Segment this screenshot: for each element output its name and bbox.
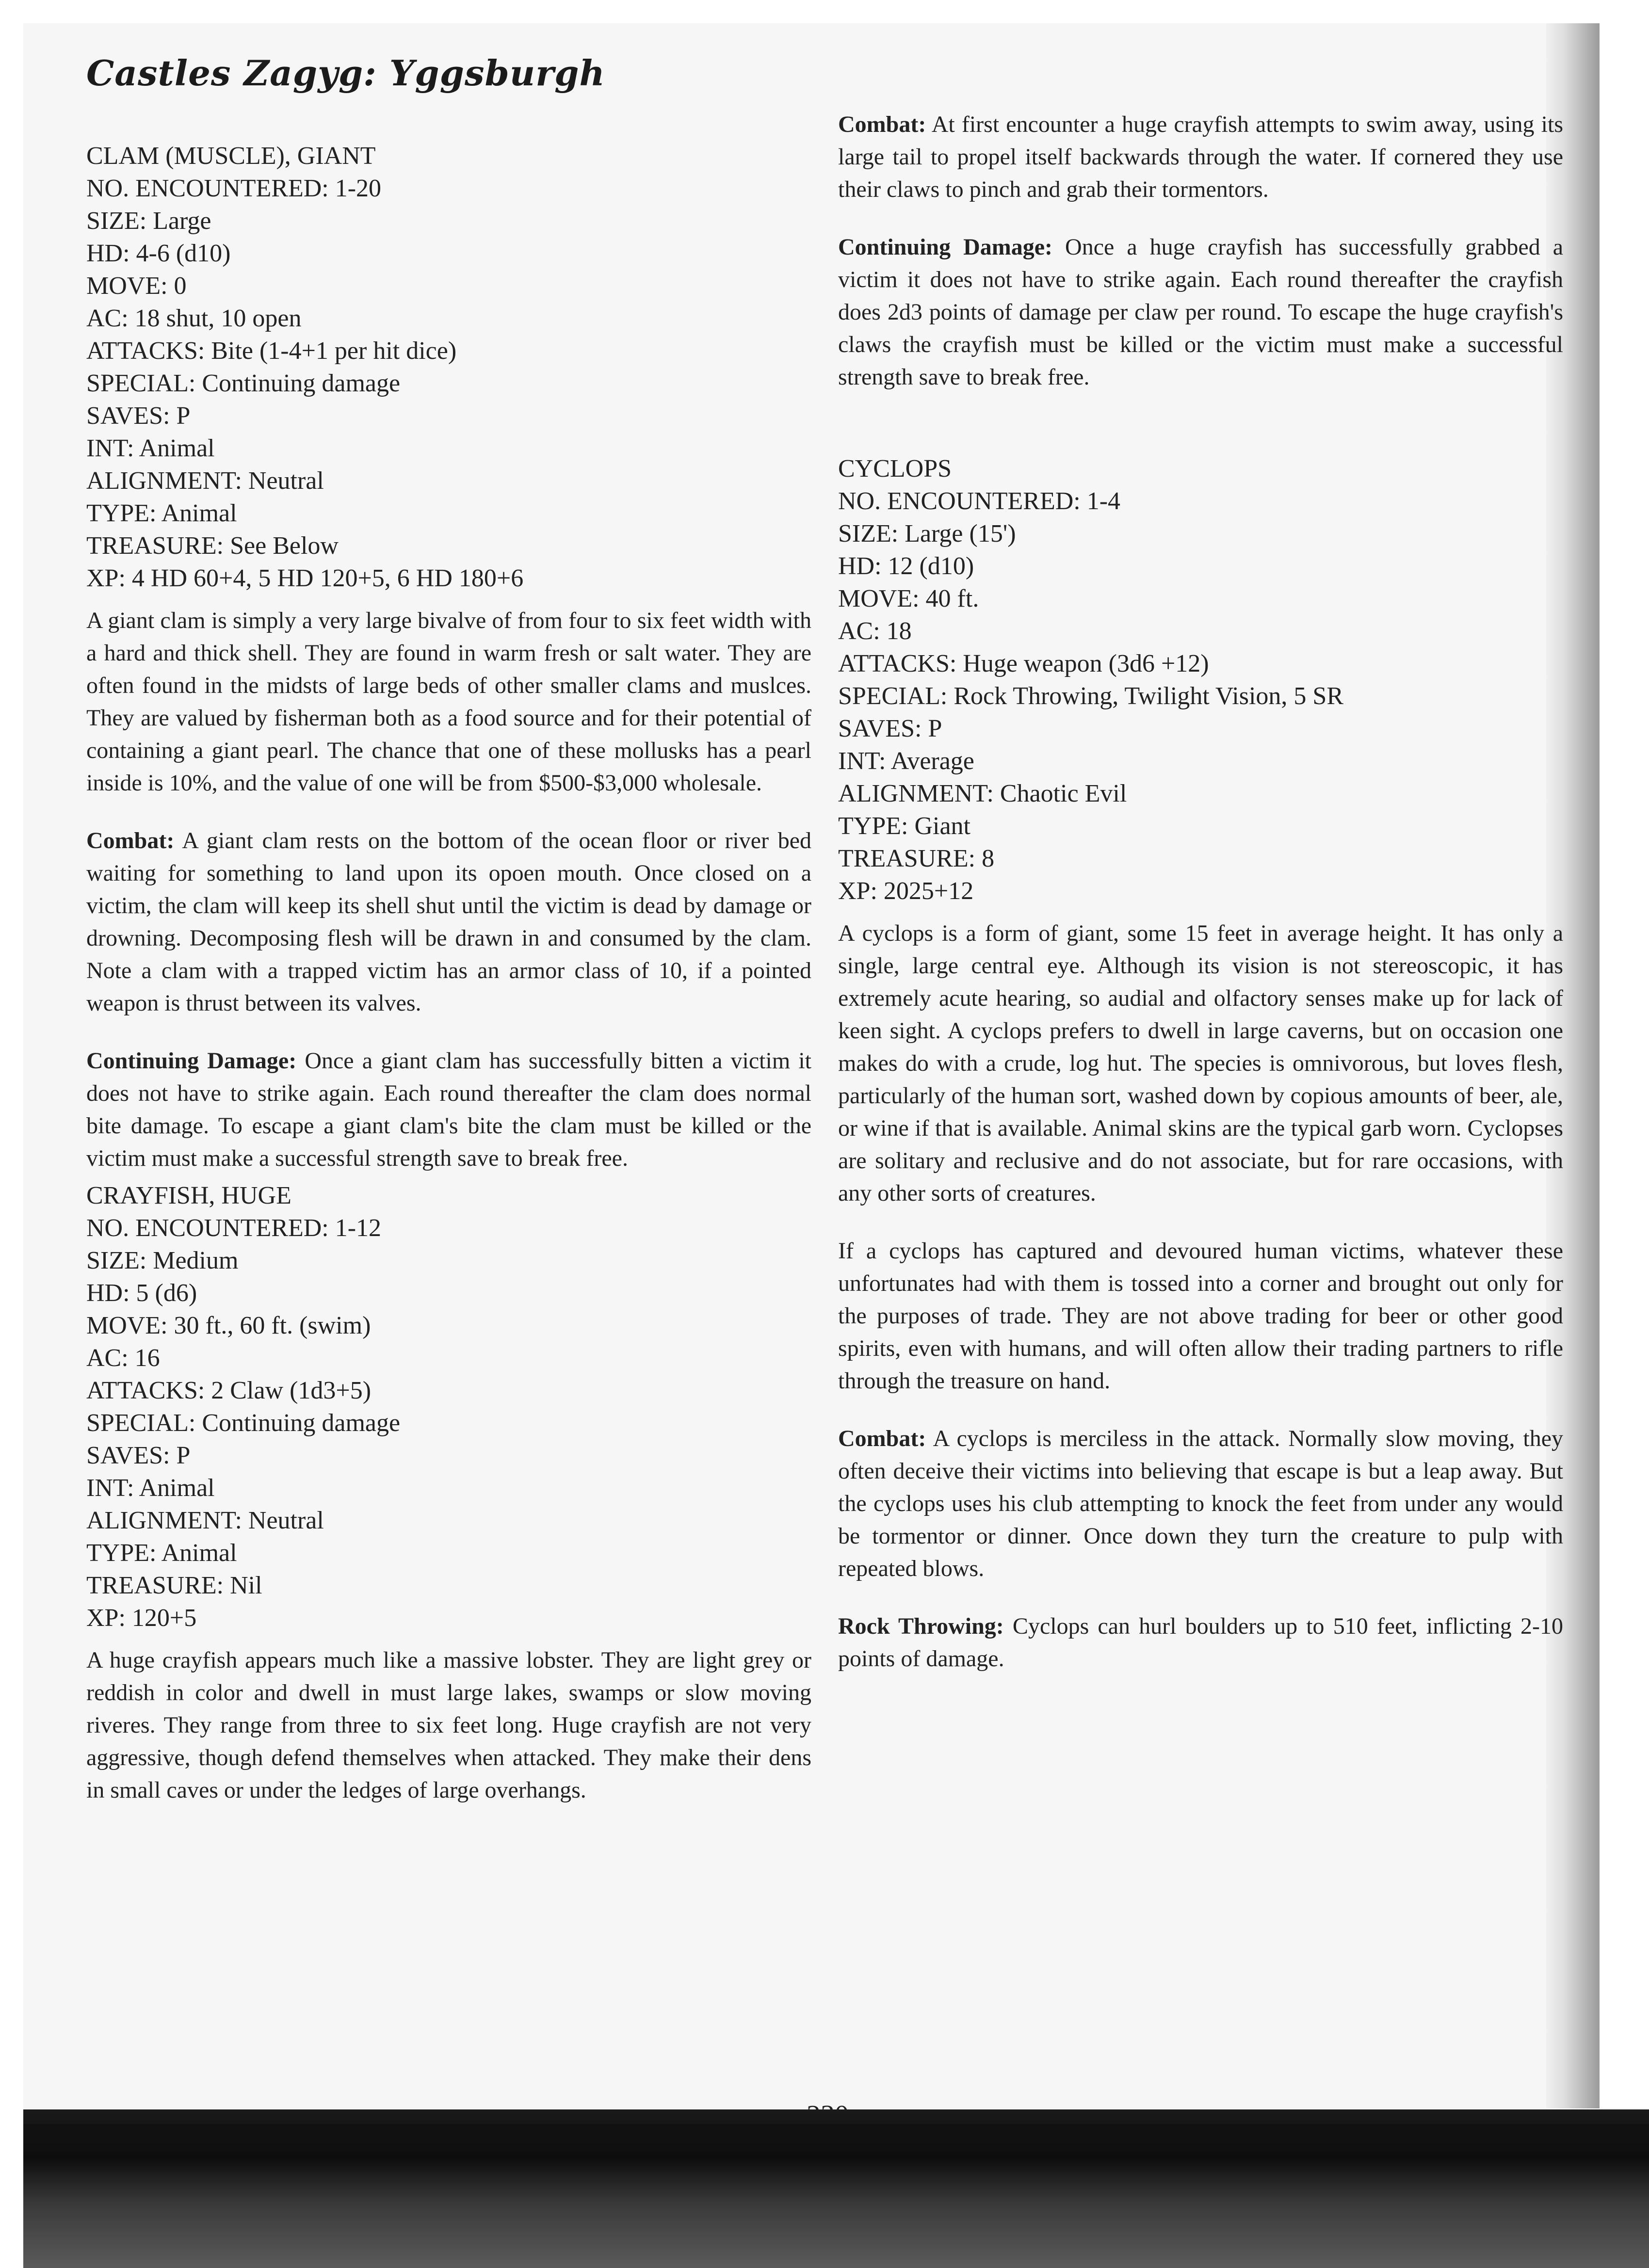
- stat-line: SPECIAL: Continuing damage: [86, 370, 401, 397]
- paragraph-lead: Combat:: [838, 112, 926, 137]
- stat-line: TYPE: Giant: [838, 812, 970, 840]
- binding-shadow-band: [23, 2124, 1649, 2143]
- stat-line: MOVE: 30 ft., 60 ft. (swim): [86, 1312, 371, 1339]
- cyclops-description: A cyclops is a form of giant, some 15 feet in average height. It has only a single, large central eye. Although its vision is not stereoscopic, it has extremely acute hearing, so audial and olfactory senses make up for lack of keen sight. A cyclops prefers to dwell in large caverns, but on occasion one makes do with a crude, log hut. The species is omnivorous, but loves flesh, particularly of the human sort, washed down by copious amounts of beer, ale, or wine if that is available. Animal skins are the typical garb worn. Cyclopses are solitary and reclusive and do not associate, but for rare occasions, with any other sorts of creatures.: [838, 920, 1563, 1206]
- paragraph-body: Once a huge crayfish has successfully grabbed a victim it does not have to strike again. Each round thereafter the crayfish does 2d3 points of damage per claw per round. To escape the huge crayfish's claws the crayfish must be killed or the victim must make a successful strength save to break free.: [838, 234, 1564, 390]
- stat-line: TREASURE: See Below: [86, 532, 339, 560]
- stat-line: ATTACKS: 2 Claw (1d3+5): [86, 1377, 372, 1404]
- stat-line: SPECIAL: Continuing damage: [86, 1409, 401, 1437]
- crayfish-stat-block: [86, 1179, 811, 1634]
- stat-line: CRAYFISH, HUGE: [86, 1182, 291, 1209]
- crayfish-continuing-damage-paragraph: [838, 231, 1563, 393]
- stat-line: XP: 4 HD 60+4, 5 HD 120+5, 6 HD 180+6: [86, 564, 524, 592]
- paragraph-lead: Continuing Damage:: [838, 234, 1053, 260]
- stat-line: SAVES: P: [838, 715, 942, 742]
- paragraph-lead: Combat:: [86, 828, 175, 853]
- stat-line: NO. ENCOUNTERED: 1-4: [838, 487, 1121, 515]
- stat-line: NO. ENCOUNTERED: 1-12: [86, 1214, 382, 1242]
- stat-line: ATTACKS: Bite (1-4+1 per hit dice): [86, 337, 457, 365]
- section-spacer: [838, 418, 1563, 452]
- paragraph-lead: Combat:: [838, 1426, 926, 1451]
- stat-line: INT: Animal: [86, 1474, 215, 1502]
- stat-line: AC: 18: [838, 617, 912, 645]
- stat-line: TREASURE: Nil: [86, 1572, 262, 1599]
- stat-line: ALIGNMENT: Neutral: [86, 467, 324, 495]
- stat-line: SIZE: Large: [86, 207, 211, 235]
- stat-line: SPECIAL: Rock Throwing, Twilight Vision, 5 SR: [838, 682, 1344, 710]
- stat-line: INT: Average: [838, 747, 974, 775]
- paragraph-lead: Rock Throwing:: [838, 1613, 1004, 1639]
- cyclops-stat-block: [838, 452, 1563, 907]
- cyclops-treasure-paragraph: If a cyclops has captured and devoured human victims, whatever these unfortunates had with them is tossed into a corner and brought out only for the purposes of trade. They are not above trading for beer or other good spirits, even with humans, and will often allow their trading partners to rifle through the treasure on hand.: [838, 1238, 1563, 1394]
- clam-description: A giant clam is simply a very large bivalve of from four to six feet width with a hard and thick shell. They are found in warm fresh or salt water. They are often found in the midsts of large beds of other smaller clams and muslces. They are valued by fisherman both as a food source and for their potential of containing a giant pearl. The chance that one of these mollusks has a pearl inside is 10%, and the value of one will be from $500-$3,000 wholesale.: [86, 608, 811, 796]
- stat-line: XP: 2025+12: [838, 877, 974, 905]
- stat-line: TREASURE: 8: [838, 845, 995, 872]
- stat-line: ATTACKS: Huge weapon (3d6 +12): [838, 650, 1209, 677]
- stat-line: TYPE: Animal: [86, 1539, 237, 1567]
- stat-line: AC: 16: [86, 1344, 160, 1372]
- stat-line: SIZE: Large (15'): [838, 520, 1016, 547]
- stat-line: MOVE: 0: [86, 272, 187, 300]
- cyclops-rock-throwing-paragraph: [838, 1610, 1563, 1675]
- paragraph-body: At first encounter a huge crayfish attempts to swim away, using its large tail to propel itself backwards through the water. If cornered they use their claws to pinch and grab their tormentors.: [838, 112, 1563, 202]
- paragraph-body: A cyclops is merciless in the attack. Normally slow moving, they often deceive their victims into believing that escape is but a leap away. But the cyclops uses his club attempting to knock the feet from under any would be tormentor or dinner. Once down they turn the creature to pulp with repeated blows.: [838, 1426, 1563, 1581]
- running-header: Castles Zagyg: Yggsburgh: [86, 52, 605, 94]
- clam-combat-paragraph: [86, 824, 811, 1019]
- stat-line: MOVE: 40 ft.: [838, 585, 979, 612]
- stat-line: TYPE: Animal: [86, 499, 237, 527]
- stat-line: ALIGNMENT: Neutral: [86, 1507, 324, 1534]
- book-page: [23, 23, 1600, 2108]
- clam-continuing-damage-paragraph: [86, 1045, 811, 1174]
- stat-line: HD: 12 (d10): [838, 552, 974, 580]
- clam-stat-block: [86, 140, 811, 595]
- stat-line: HD: 4-6 (d10): [86, 240, 231, 267]
- stat-line: INT: Animal: [86, 434, 215, 462]
- paragraph-lead: Continuing Damage:: [86, 1048, 297, 1074]
- crayfish-description: A huge crayfish appears much like a massive lobster. They are light grey or reddish in color and dwell in must large lakes, swamps or slow moving riveres. They range from three to six feet long. Huge crayfish are not very aggressive, though defend themselves when attacked. They make their dens in small caves or under the ledges of large overhangs.: [86, 1647, 811, 1803]
- stat-line: SAVES: P: [86, 402, 191, 430]
- paragraph-body: Cyclops can hurl boulders up to 510 feet, inflicting 2-10 points of damage.: [838, 1613, 1564, 1672]
- stat-line: CYCLOPS: [838, 455, 952, 483]
- left-column: [86, 140, 811, 1832]
- stat-line: HD: 5 (d6): [86, 1279, 197, 1307]
- crayfish-combat-paragraph: [838, 108, 1563, 206]
- stat-line: XP: 120+5: [86, 1604, 197, 1632]
- paragraph-body: Once a giant clam has successfully bitten a victim it does not have to strike again. Each round thereafter the clam does normal bite damage. To escape a giant clam's bite the clam must be killed or the victim must make a successful strength save to break free.: [86, 1048, 811, 1171]
- stat-line: NO. ENCOUNTERED: 1-20: [86, 175, 382, 202]
- stat-line: SIZE: Medium: [86, 1247, 239, 1274]
- paragraph-body: A giant clam rests on the bottom of the ocean floor or river bed waiting for something to land upon its opoen mouth. Once closed on a victim, the clam will keep its shell shut until the victim is dead by damage or drowning. Decomposing flesh will be drawn in and consumed by the clam. Note a clam with a trapped victim has an armor class of 10, if a pointed weapon is thrust between its valves.: [86, 828, 811, 1016]
- cyclops-combat-paragraph: [838, 1422, 1563, 1585]
- stat-line: AC: 18 shut, 10 open: [86, 305, 302, 332]
- stat-line: SAVES: P: [86, 1442, 191, 1469]
- stat-line: CLAM (MUSCLE), GIANT: [86, 142, 376, 170]
- stat-line: ALIGNMENT: Chaotic Evil: [838, 780, 1127, 807]
- right-column: [838, 108, 1563, 1700]
